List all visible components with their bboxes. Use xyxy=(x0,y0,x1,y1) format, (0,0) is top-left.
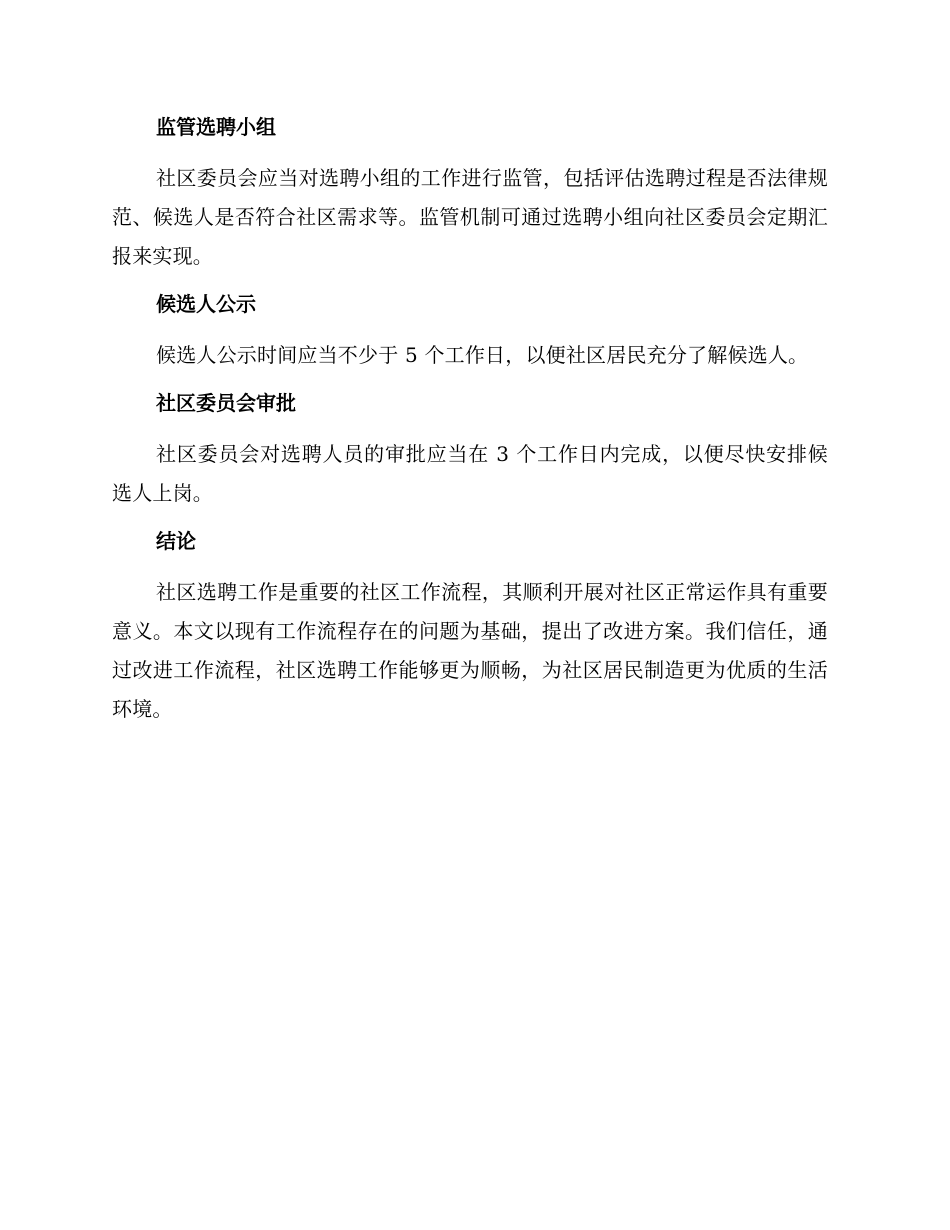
section-paragraph-candidate-notice: 候选人公示时间应当不少于 5 个工作日，以便社区居民充分了解候选人。 xyxy=(156,343,809,367)
section-heading-candidate-notice: 候选人公示 xyxy=(156,292,256,316)
section-heading-supervision: 监管选聘小组 xyxy=(156,115,276,139)
document-body xyxy=(112,110,828,729)
section-paragraph-supervision: 社区委员会应当对选聘小组的工作进行监管，包括评估选聘过程是否法律规范、候选人是否符合社区需求等。监管机制可通过选聘小组向社区委员会定期汇报来实现。 xyxy=(112,166,828,268)
section-paragraph-committee-approval: 社区委员会对选聘人员的审批应当在 3 个工作日内完成，以便尽快安排候选人上岗。 xyxy=(112,442,828,505)
section-heading-conclusion: 结论 xyxy=(156,529,196,553)
section-heading-committee-approval: 社区委员会审批 xyxy=(156,391,296,415)
section-paragraph-conclusion: 社区选聘工作是重要的社区工作流程，其顺利开展对社区正常运作具有重要意义。本文以现有工作流程存在的问题为基础，提出了改进方案。我们信任，通过改进工作流程，社区选聘工作能够更为顺畅，为社区居民制造更为优质的生活环境。 xyxy=(112,580,828,721)
